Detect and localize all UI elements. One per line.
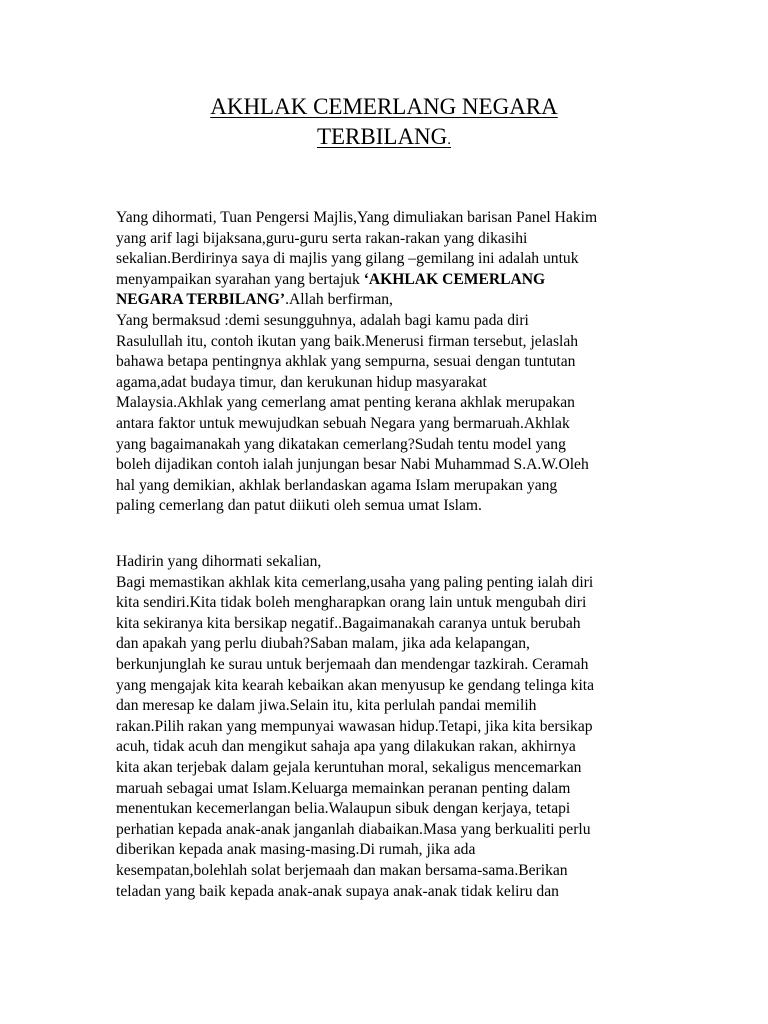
paragraph-line: yang arif lagi bijaksana,guru-guru serta rakan-rakan yang dikasihi [116, 229, 528, 247]
paragraph-line: kita akan terjebak dalam gejala keruntuhan moral, sekaligus mencemarkan [116, 758, 582, 776]
title-line-1 [0, 92, 768, 122]
paragraph-line: menentukan kecemerlangan belia.Walaupun sibuk dengan kerjaya, tetapi [116, 800, 571, 818]
paragraph-line: teladan yang baik kepada anak-anak supaya anak-anak tidak keliru dan [116, 882, 559, 900]
paragraph-line: maruah sebagai umat Islam.Keluarga memainkan peranan penting dalam [116, 779, 571, 797]
paragraph-line [116, 290, 652, 311]
paragraph-line: perhatian kepada anak-anak janganlah diabaikan.Masa yang berkualiti perlu [116, 820, 591, 838]
paragraph-line: Rasulullah itu, contoh ikutan yang baik.Menerusi firman tersebut, jelaslah [116, 332, 579, 350]
title-line-2-text: TERBILANG [316, 124, 448, 149]
paragraph-line: diberikan kepada anak masing-masing.Di rumah, jika ada [116, 841, 476, 859]
paragraph-line: antara faktor untuk mewujudkan sebuah Negara yang bermaruah.Akhlak [116, 414, 570, 432]
paragraph-line: hal yang demikian, akhlak berlandaskan agama Islam merupakan yang [116, 476, 558, 494]
title-line-1-text: AKHLAK CEMERLANG NEGARA [210, 94, 558, 119]
paragraph-line-text: menyampaikan syarahan yang bertajuk [116, 270, 364, 288]
paragraph-line: Yang dihormati, Tuan Pengersi Majlis,Yang dimuliakan barisan Panel Hakim [116, 209, 598, 226]
paragraph-line: yang bagaimanakah yang dikatakan cemerlang?Sudah tentu model yang [116, 435, 566, 453]
speech-title-bold: ‘AKHLAK CEMERLANG [363, 270, 546, 288]
paragraph-1 [116, 208, 652, 517]
title-line-2 [0, 122, 768, 155]
paragraph-line: berkunjunglah ke surau untuk berjemaah dan mendengar tazkirah. Ceramah [116, 655, 589, 673]
paragraph-line: kesempatan,bolehlah solat berjemaah dan makan bersama-sama.Berikan [116, 861, 568, 879]
paragraph-line: Malaysia.Akhlak yang cemerlang amat penting kerana akhlak merupakan [116, 394, 575, 412]
paragraph-line: bahawa betapa pentingnya akhlak yang sempurna, sesuai dengan tuntutan [116, 353, 576, 371]
paragraph-line: dan apakah yang perlu diubah?Saban malam, jika ada kelapangan, [116, 635, 530, 653]
paragraph-line: paling cemerlang dan patut diikuti oleh semua umat Islam. [116, 497, 482, 515]
paragraph-line: dan meresap ke dalam jiwa.Selain itu, kita perlulah pandai memilih [116, 697, 537, 715]
paragraph-2 [116, 552, 652, 902]
paragraph-line-text: .Allah berfirman, [285, 291, 393, 309]
paragraph-line: Bagi memastikan akhlak kita cemerlang,usaha yang paling penting ialah diri [116, 573, 594, 591]
title-dot: . [447, 132, 452, 148]
paragraph-line: Yang bermaksud :demi sesungguhnya, adalah bagi kamu pada diri [116, 311, 529, 329]
paragraph-line: Hadirin yang dihormati sekalian, [116, 553, 322, 570]
paragraph-line: sekalian.Berdirinya saya di majlis yang gilang –gemilang ini adalah untuk [116, 250, 579, 268]
paragraph-line: agama,adat budaya timur, dan kerukunan hidup masyarakat [116, 373, 487, 391]
paragraph-line: kita sendiri.Kita tidak boleh mengharapkan orang lain untuk mengubah diri [116, 594, 587, 612]
paragraph-line [116, 270, 652, 291]
paragraph-line: boleh dijadikan contoh ialah junjungan besar Nabi Muhammad S.A.W.Oleh [116, 456, 589, 474]
paragraph-line: yang mengajak kita kearah kebaikan akan menyusup ke gendang telinga kita [116, 676, 595, 694]
paragraph-line: acuh, tidak acuh dan mengikut sahaja apa yang dilakukan rakan, akhirnya [116, 738, 576, 756]
paragraph-line: kita sekiranya kita bersikap negatif..Bagaimanakah caranya untuk berubah [116, 614, 581, 632]
speech-title-bold-cont: NEGARA TERBILANG’ [116, 291, 286, 309]
document-title [0, 92, 768, 155]
paragraph-line: rakan.Pilih rakan yang mempunyai wawasan hidup.Tetapi, jika kita bersikap [116, 717, 593, 735]
